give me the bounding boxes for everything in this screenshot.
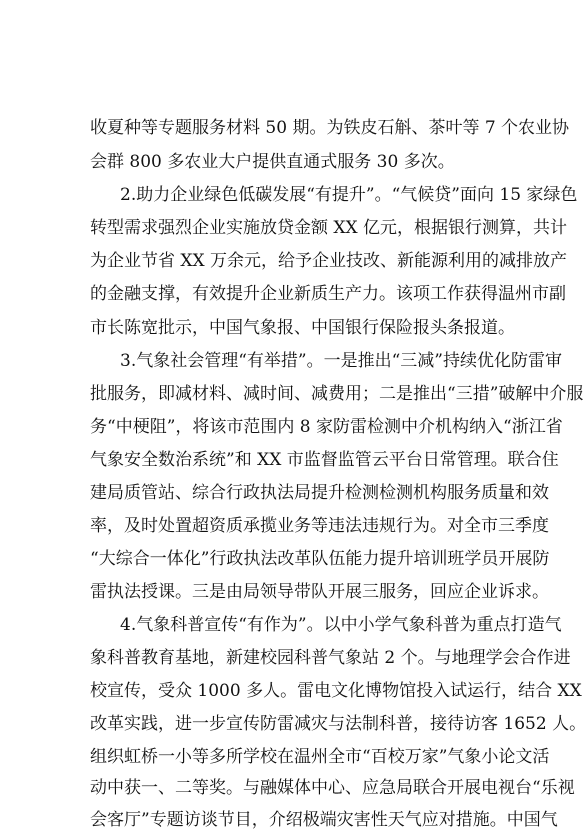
text-line-17: 象科普教育基地，新建校园科普气象站 2 个。与地理学会合作进 <box>90 648 571 668</box>
text-line-14: “大综合一体化”行政执法改革队伍能力提升培训班学员开展防 <box>90 549 550 569</box>
text-line-13: 率，及时处置超资质承揽业务等违法违规行为。对全市三季度 <box>90 516 549 536</box>
text-line-7: 市长陈宽批示，中国气象报、中国银行保险报头条报道。 <box>90 318 515 338</box>
text-line-20: 组织虹桥一小等多所学校在温州全市“百校万家”气象小论文活 <box>90 747 550 767</box>
text-line-21: 动中获一、二等奖。与融媒体中心、应急局联合开展电视台“乐视 <box>90 778 575 798</box>
text-line-16: 4.气象科普宣传“有作为”。以中小学气象科普为重点打造气 <box>120 615 562 635</box>
text-line-8: 3.气象社会管理“有举措”。一是推出“三减”持续优化防雷审 <box>120 351 562 371</box>
text-line-3: 2.助力企业绿色低碳发展“有提升”。“气候贷”面向 15 家绿色 <box>120 185 578 205</box>
text-line-4: 转型需求强烈企业实施放贷金额 XX 亿元，根据银行测算，共计 <box>90 218 568 238</box>
text-line-15: 雷执法授课。三是由局领导带队开展三服务，回应企业诉求。 <box>90 582 549 602</box>
text-line-12: 建局质管站、综合行政执法局提升检测检测机构服务质量和效 <box>90 483 549 503</box>
text-line-19: 改革实践，进一步宣传防雷减灾与法制科普，接待访客 1652 人。 <box>90 714 586 734</box>
text-line-2: 会群 800 多农业大户提供直通式服务 30 多次。 <box>90 152 455 172</box>
text-line-1: 收夏种等专题服务材料 50 期。为铁皮石斛、茶叶等 7 个农业协 <box>90 118 570 138</box>
text-line-11: 气象安全数治系统”和 XX 市监督监管云平台日常管理。联合住 <box>90 450 559 470</box>
text-line-9: 批服务，即减材料、减时间、减费用；二是推出“三措”破解中介服 <box>90 384 584 404</box>
text-line-18: 校宣传，受众 1000 多人。雷电文化博物馆投入试运行，结合 XX <box>90 681 582 701</box>
text-line-22: 会客厅”专题访谈节目，介绍极端灾害性天气应对措施。中国气 <box>90 810 558 830</box>
text-line-6: 的金融支撑，有效提升企业新质生产力。该项工作获得温州市副 <box>90 284 566 304</box>
text-line-10: 务“中梗阻”，将该市范围内 8 家防雷检测中介机构纳入“浙江省 <box>90 417 563 437</box>
text-line-5: 为企业节省 XX 万余元，给予企业技改、新能源利用的减排放产 <box>90 251 568 271</box>
